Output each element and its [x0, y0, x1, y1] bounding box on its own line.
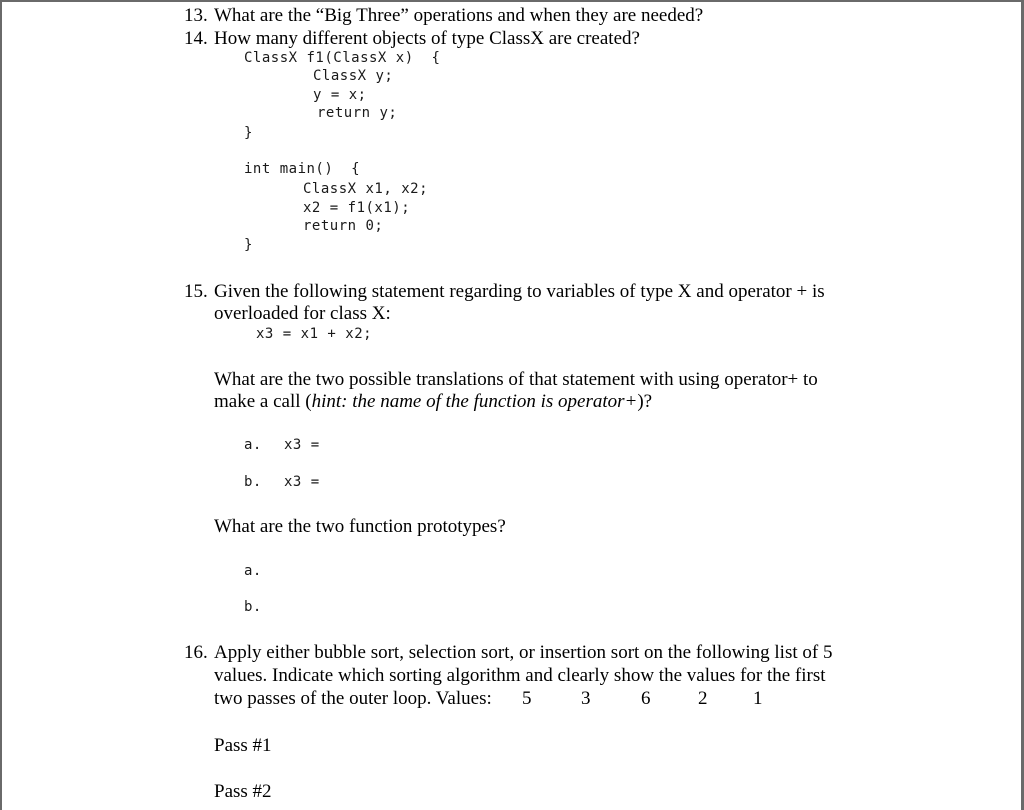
- code-line: return y;: [317, 105, 398, 121]
- code-line: }: [244, 237, 253, 253]
- question-text-continued: two passes of the outer loop. Values:: [214, 688, 492, 709]
- pass-2-label: Pass #2: [214, 781, 272, 802]
- code-statement: x3 = x1 + x2;: [256, 326, 373, 342]
- question-number: 13.: [184, 5, 208, 26]
- question-text: How many different objects of type ClassX are created?: [214, 28, 640, 49]
- question-text: Given the following statement regarding to variables of type X and operator + is: [214, 281, 825, 302]
- value-2: 3: [581, 688, 591, 709]
- question-15: [184, 281, 825, 303]
- code-line: }: [244, 125, 253, 141]
- translation-b-label: b.: [244, 474, 262, 490]
- prototype-b-label: b.: [244, 599, 262, 615]
- hint-text: hint: the name of the function is operator+: [311, 391, 638, 412]
- question-text-continued: values. Indicate which sorting algorithm and clearly show the values for the first: [214, 665, 826, 686]
- question-text: )?: [637, 391, 653, 412]
- question-number: 15.: [184, 281, 208, 302]
- question-number: 16.: [184, 642, 208, 663]
- question-text-continued: overloaded for class X:: [214, 303, 391, 324]
- pass-1-label: Pass #1: [214, 735, 272, 756]
- code-line: ClassX y;: [313, 68, 394, 84]
- question-14: [184, 28, 640, 50]
- prototype-a-label: a.: [244, 563, 262, 579]
- code-line: ClassX f1(ClassX x) {: [244, 50, 441, 66]
- question-text: Apply either bubble sort, selection sort, or insertion sort on the following list of 5: [214, 642, 833, 663]
- value-5: 1: [753, 688, 763, 709]
- code-line: int main() {: [244, 161, 361, 177]
- value-1: 5: [522, 688, 532, 709]
- code-line: y = x;: [313, 87, 367, 103]
- value-3: 6: [641, 688, 651, 709]
- code-line: ClassX x1, x2;: [303, 181, 429, 197]
- code-line: x2 = f1(x1);: [303, 200, 411, 216]
- value-4: 2: [698, 688, 708, 709]
- question-16: [184, 642, 832, 664]
- translation-question: What are the two possible translations of that statement with using operator+ to: [214, 369, 818, 390]
- left-border: [0, 0, 2, 810]
- top-border: [0, 0, 1024, 2]
- translation-question-continued: [214, 391, 652, 413]
- translation-a-label: a.: [244, 437, 262, 453]
- prototypes-question: What are the two function prototypes?: [214, 516, 506, 537]
- question-text: make a call (: [214, 391, 312, 412]
- translation-b-text: x3 =: [284, 474, 320, 490]
- translation-a-text: x3 =: [284, 437, 320, 453]
- question-13: [184, 5, 703, 27]
- code-line: return 0;: [303, 218, 384, 234]
- question-text: What are the “Big Three” operations and when they are needed?: [214, 5, 704, 26]
- question-number: 14.: [184, 28, 208, 49]
